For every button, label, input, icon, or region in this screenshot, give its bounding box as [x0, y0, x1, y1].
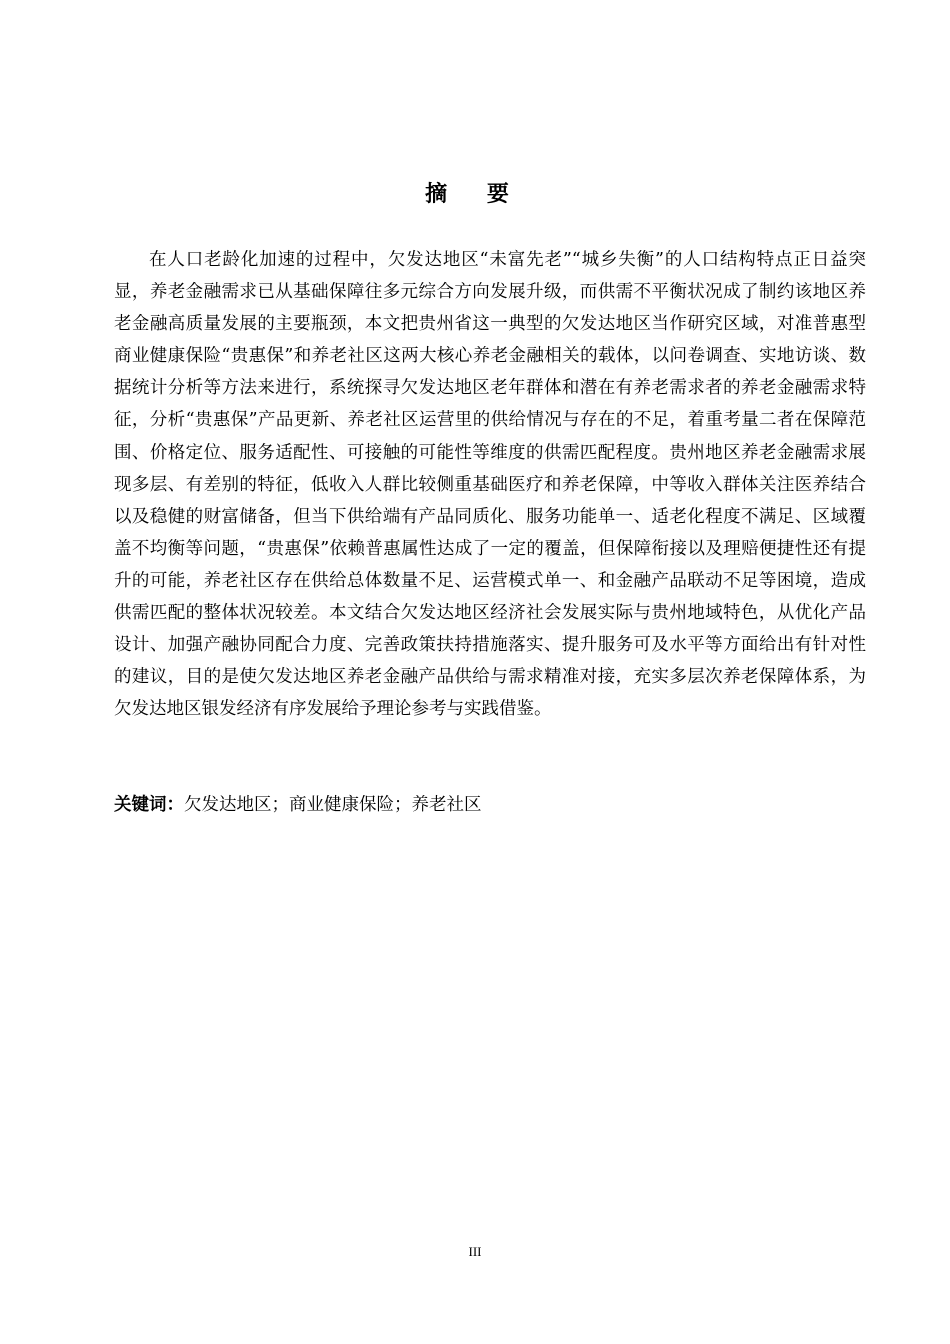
page-number: III [468, 1244, 482, 1259]
abstract-paragraph: 在人口老龄化加速的过程中，欠发达地区“未富先老”“城乡失衡”的人口结构特点正日益突显，养老金融需求已从基础保障往多元综合方向发展升级，而供需不平衡状况成了制约该地区养老金融高质量发展的主要瓶颈，本文把贵州省这一典型的欠发达地区当作研究区域，对准普惠型商业健康保险“贵惠保”和养老社区这两大核心养老金融相关的载体，以问卷调查、实地访谈、数据统计分析等方法来进行，系统探寻欠发达地区老年群体和潜在有养老需求者的养老金融需求特征，分析“贵惠保”产品更新、养老社区运营里的供给情况与存在的不足，着重考量二者在保障范围、价格定位、服务适配性、可接触的可能性等维度的供需匹配程度。贵州地区养老金融需求展现多层、有差别的特征，低收入人群比较侧重基础医疗和养老保障，中等收入群体关注医养结合以及稳健的财富储备，但当下供给端有产品同质化、服务功能单一、适老化程度不满足、区域覆盖不均衡等问题，“贵惠保”依赖普惠属性达成了一定的覆盖，但保障衔接以及理赔便捷性还有提升的可能，养老社区存在供给总体数量不足、运营模式单一、和金融产品联动不足等困境，造成供需匹配的整体状况较差。本文结合欠发达地区经济社会发展实际与贵州地域特色，从优化产品设计、加强产融协同配合力度、完善政策扶持措施落实、提升服务可及水平等方面给出有针对性的建议，目的是使欠发达地区养老金融产品供给与需求精准对接，充实多层次养老保障体系，为欠发达地区银发经济有序发展给予理论参考与实践借鉴。 [114, 250, 866, 720]
keywords-label: 关键词： [114, 795, 184, 815]
keywords-list: 欠发达地区；商业健康保险；养老社区 [184, 795, 482, 815]
page-title: 摘 要 [425, 182, 525, 207]
keywords-line [114, 790, 866, 820]
